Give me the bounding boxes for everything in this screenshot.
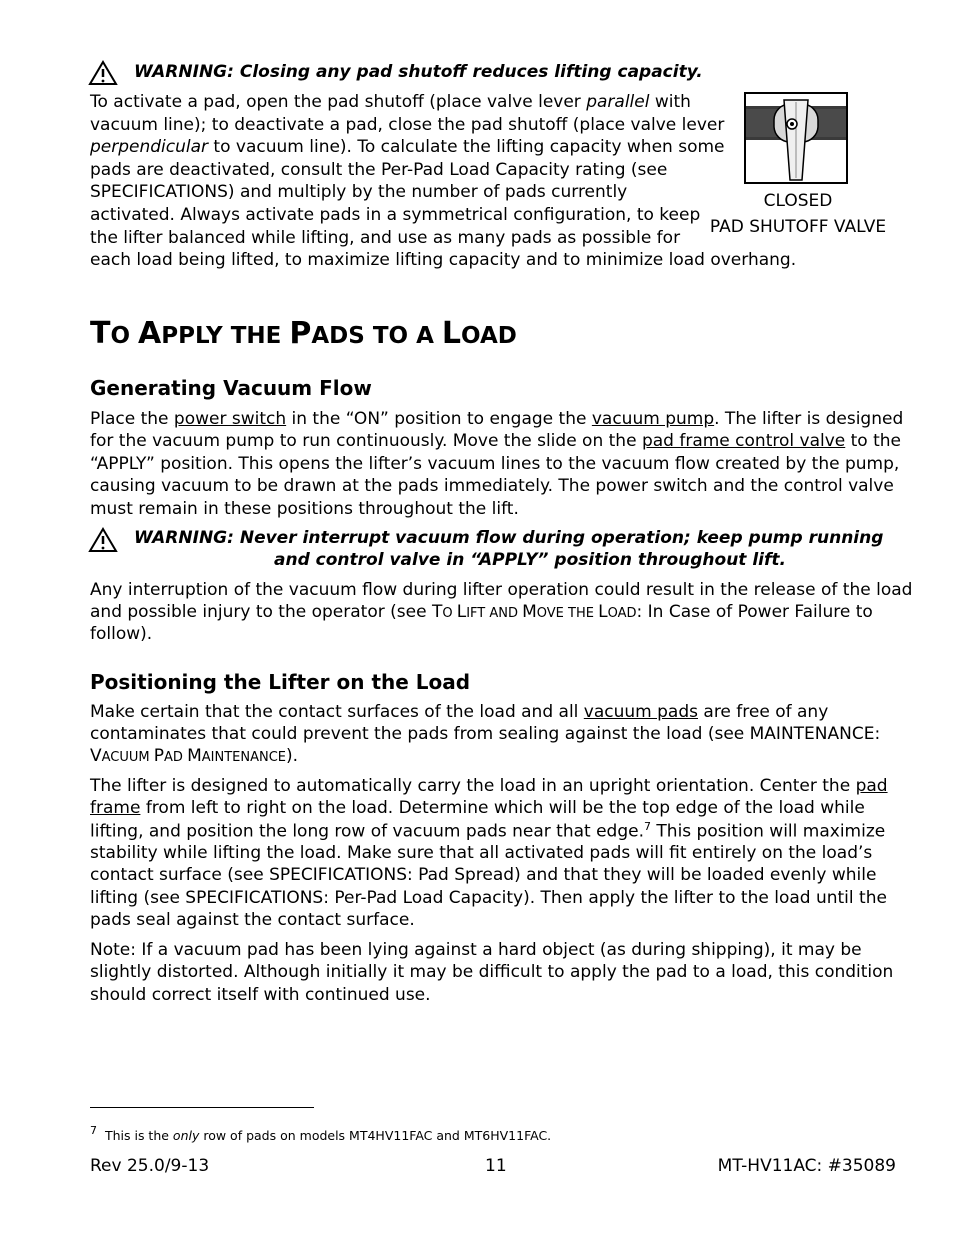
footer-model-number: MT-HV11AC: #35089 [717, 1156, 896, 1176]
closed-valve-illustration [744, 92, 848, 184]
footer-revision: Rev 25.0/9-13 [90, 1156, 210, 1176]
section-title: TO APPLY THE PADS TO A LOAD [90, 316, 517, 351]
footer-page-number: 11 [485, 1156, 507, 1176]
valve-caption-state: CLOSED [763, 191, 833, 211]
warning-never-interrupt-line1: WARNING: Never interrupt vacuum flow during operation; keep pump running [134, 528, 884, 548]
warning-never-interrupt-line2: and control valve in “APPLY” position throughout lift. [274, 550, 786, 570]
heading-positioning-lifter: Positioning the Lifter on the Load [90, 670, 471, 694]
warning-triangle-icon [88, 527, 118, 553]
footnote: $^7$ This is the only row of pads on models MT4HV11FAC and MT6HV11FAC. [90, 1124, 552, 1143]
footnote-rule [90, 1107, 314, 1108]
heading-generating-vacuum-flow: Generating Vacuum Flow [90, 376, 372, 400]
warning-triangle-icon [88, 60, 118, 86]
valve-caption-label: PAD SHUTOFF VALVE [709, 217, 887, 237]
warning-pad-shutoff: WARNING: Closing any pad shutoff reduces lifting capacity. [134, 62, 703, 82]
